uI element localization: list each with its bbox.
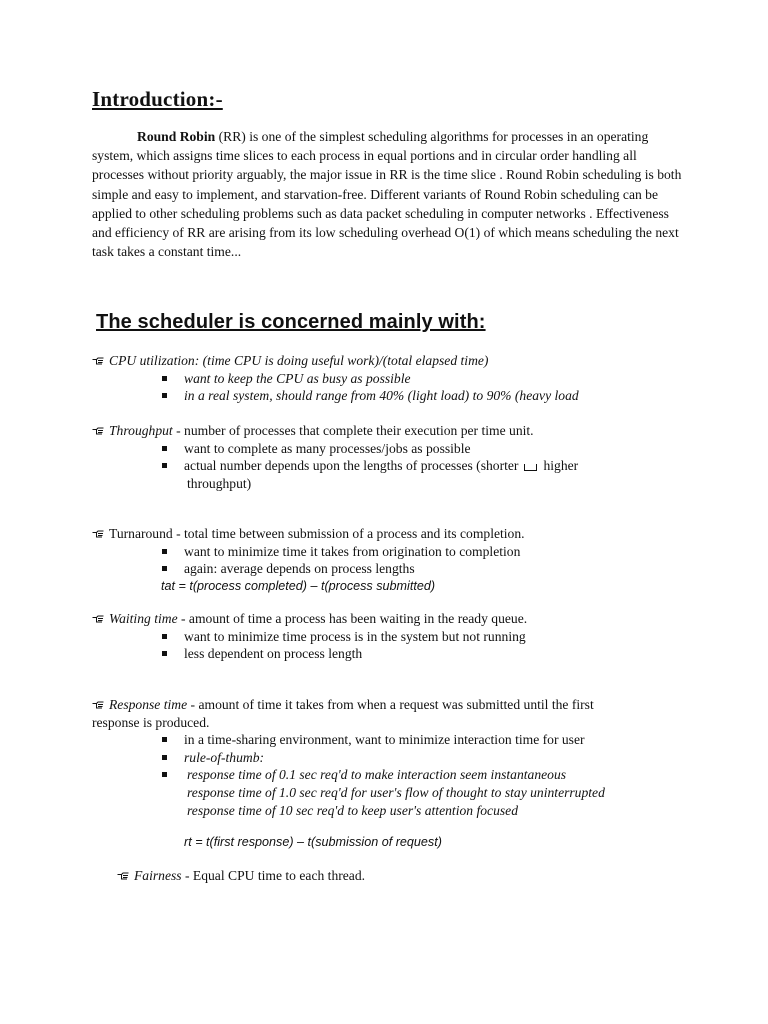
intro-heading: Introduction:- (92, 87, 223, 111)
turnaround-formula: tat = t(process completed) – t(process submitted) (161, 578, 436, 593)
criterion-waiting (92, 610, 692, 663)
response-formula: rt = t(first response) – t(submission of request) (184, 835, 442, 850)
list-item-continuation: throughput) (187, 475, 252, 491)
pointing-hand-icon (92, 357, 104, 365)
criterion-waiting-line: Waiting time - amount of time a process has been waiting in the ready queue. (92, 610, 692, 628)
criterion-response-line: Response time - amount of time it takes from when a request was submitted until the first (92, 696, 692, 714)
square-bullet-icon (162, 376, 167, 381)
criterion-turnaround (92, 525, 692, 595)
list-item-continuation: response time of 1.0 sec req'd for user's flow of thought to stay uninterrupted (187, 784, 605, 800)
criterion-fairness-line: Fairness - Equal CPU time to each thread. (117, 867, 717, 885)
intro-paragraph-text: (RR) is one of the simplest scheduling algorithms for processes in an operating system, which assigns time slices to each process in equal portions and in circular order handling all processes without priority arguably, the major issue in RR is the time slice . Round Robin scheduling is both simple and easy to implement, and starvation-free. Different variants of Round Robin scheduling can be applied to other scheduling problems such as data packet scheduling in computer networks . Effectiveness and efficiency of RR are arising from its low scheduling overhead O(1) of which means scheduling the next task takes a constant time... (92, 129, 682, 260)
criterion-cpu-line: CPU utilization: (time CPU is doing useful work)/(total elapsed time) (92, 352, 692, 370)
square-bullet-icon (162, 651, 167, 656)
intro-paragraph (92, 127, 682, 261)
scheduler-heading: The scheduler is concerned mainly with: (96, 311, 486, 333)
criterion-throughput (92, 422, 692, 492)
square-bullet-icon (162, 393, 167, 398)
list-item: less dependent on process length (92, 645, 692, 663)
criterion-fairness (117, 867, 717, 885)
list-item: actual number depends upon the lengths of processes (shorter higher (92, 457, 692, 475)
pointing-hand-icon (92, 427, 104, 435)
square-bullet-icon (162, 634, 167, 639)
square-bullet-icon (162, 549, 167, 554)
pointing-hand-icon (92, 701, 104, 709)
criterion-response-line-cont: response is produced. (92, 714, 210, 730)
list-item-continuation: response time of 10 sec req'd to keep user's attention focused (187, 802, 518, 818)
square-bullet-icon (162, 446, 167, 451)
criterion-response (92, 696, 692, 852)
square-bullet-icon (162, 755, 167, 760)
square-bullet-icon (162, 463, 167, 468)
pointing-hand-icon (92, 615, 104, 623)
pointing-hand-icon (117, 872, 129, 880)
list-item: want to minimize time it takes from origination to completion (92, 543, 692, 561)
list-item: again: average depends on process lengths (92, 560, 692, 578)
intro-lead-bold: Round Robin (137, 129, 216, 144)
square-bullet-icon (162, 772, 167, 777)
list-item: in a time-sharing environment, want to minimize interaction time for user (92, 731, 692, 749)
square-bullet-icon (162, 737, 167, 742)
list-item: in a real system, should range from 40% (light load) to 90% (heavy load (92, 387, 692, 405)
square-bullet-icon (162, 566, 167, 571)
criterion-cpu (92, 352, 692, 405)
criterion-throughput-line: Throughput - number of processes that complete their execution per time unit. (92, 422, 692, 440)
pointing-hand-icon (92, 530, 104, 538)
criterion-turnaround-line: Turnaround - total time between submission of a process and its completion. (92, 525, 692, 543)
list-item: want to minimize time process is in the system but not running (92, 628, 692, 646)
list-item: rule-of-thumb: (92, 749, 692, 767)
implies-arrow-icon (524, 464, 537, 471)
list-item: want to complete as many processes/jobs as possible (92, 440, 692, 458)
list-item: response time of 0.1 sec req'd to make interaction seem instantaneous (92, 766, 692, 784)
list-item: want to keep the CPU as busy as possible (92, 370, 692, 388)
